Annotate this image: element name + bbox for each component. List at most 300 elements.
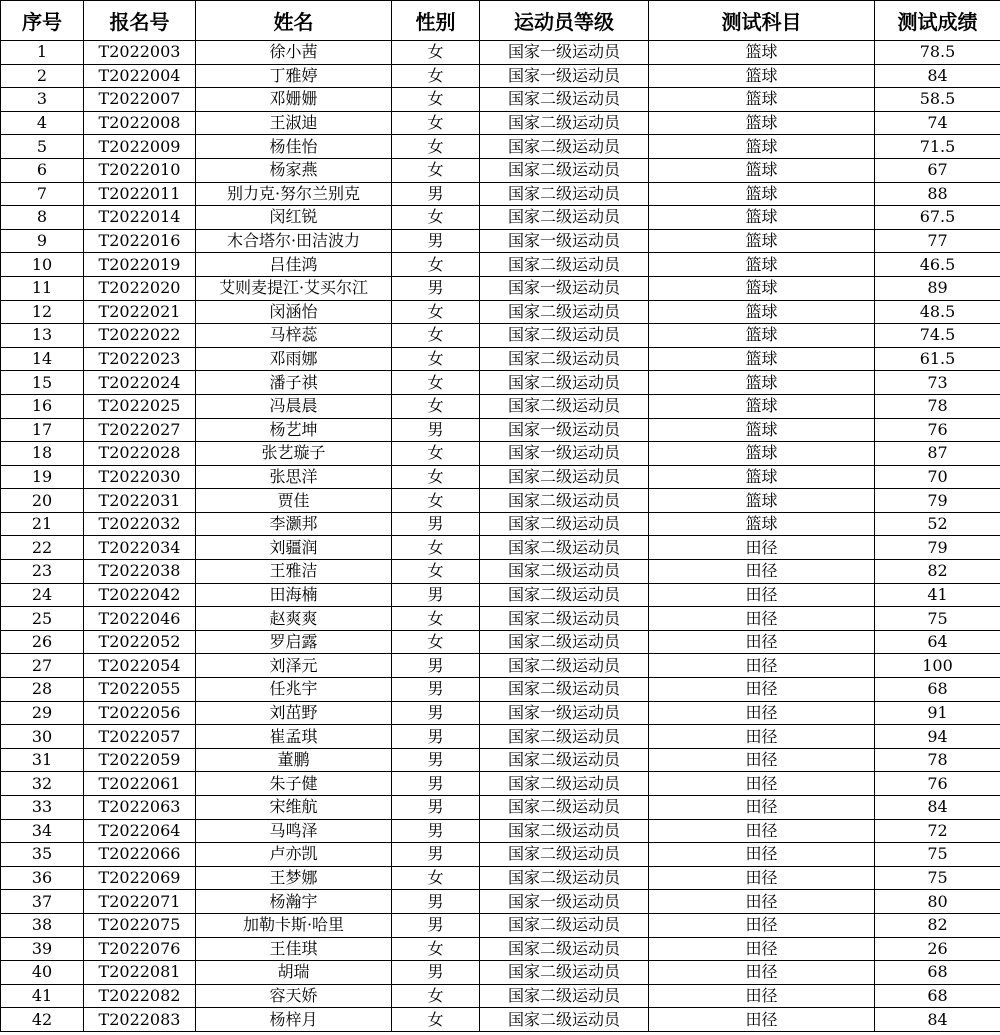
level-cell: 国家二级运动员 <box>480 725 649 749</box>
name-cell: 王佳琪 <box>196 937 392 961</box>
gender-cell: 女 <box>392 536 480 560</box>
score-cell: 68 <box>875 984 1000 1008</box>
table-row <box>1 843 1000 867</box>
reg-no-cell: T2022059 <box>84 748 196 772</box>
score-cell: 76 <box>875 772 1000 796</box>
name-cell: 崔孟琪 <box>196 725 392 749</box>
reg-no-cell: T2022056 <box>84 701 196 725</box>
seq-cell: 20 <box>1 489 84 513</box>
level-cell: 国家一级运动员 <box>480 890 649 914</box>
level-cell: 国家二级运动员 <box>480 937 649 961</box>
subject-cell: 篮球 <box>649 442 875 466</box>
name-cell: 闵红锐 <box>196 206 392 230</box>
subject-cell: 田径 <box>649 748 875 772</box>
table-row <box>1 866 1000 890</box>
reg-no-cell: T2022025 <box>84 394 196 418</box>
subject-cell: 田径 <box>649 819 875 843</box>
seq-cell: 22 <box>1 536 84 560</box>
name-cell: 赵爽爽 <box>196 607 392 631</box>
reg-no-cell: T2022020 <box>84 276 196 300</box>
name-cell: 丁雅婷 <box>196 64 392 88</box>
table-row <box>1 890 1000 914</box>
reg-no-cell: T2022016 <box>84 229 196 253</box>
gender-cell: 女 <box>392 64 480 88</box>
reg-no-cell: T2022063 <box>84 796 196 820</box>
score-cell: 61.5 <box>875 347 1000 371</box>
level-cell: 国家二级运动员 <box>480 206 649 230</box>
score-cell: 46.5 <box>875 253 1000 277</box>
name-cell: 潘子祺 <box>196 371 392 395</box>
seq-cell: 32 <box>1 772 84 796</box>
level-cell: 国家一级运动员 <box>480 701 649 725</box>
name-cell: 田海楠 <box>196 583 392 607</box>
seq-cell: 1 <box>1 41 84 65</box>
table-row <box>1 961 1000 985</box>
level-cell: 国家二级运动员 <box>480 607 649 631</box>
name-cell: 王淑迪 <box>196 111 392 135</box>
score-cell: 70 <box>875 465 1000 489</box>
score-cell: 91 <box>875 701 1000 725</box>
score-cell: 75 <box>875 843 1000 867</box>
level-cell: 国家二级运动员 <box>480 630 649 654</box>
subject-cell: 篮球 <box>649 418 875 442</box>
subject-cell: 田径 <box>649 630 875 654</box>
seq-cell: 2 <box>1 64 84 88</box>
seq-cell: 25 <box>1 607 84 631</box>
gender-cell: 女 <box>392 347 480 371</box>
score-cell: 82 <box>875 560 1000 584</box>
level-cell: 国家二级运动员 <box>480 253 649 277</box>
table-row <box>1 772 1000 796</box>
reg-no-cell: T2022052 <box>84 630 196 654</box>
gender-cell: 男 <box>392 725 480 749</box>
seq-cell: 26 <box>1 630 84 654</box>
gender-cell: 女 <box>392 300 480 324</box>
reg-no-cell: T2022024 <box>84 371 196 395</box>
gender-cell: 女 <box>392 630 480 654</box>
table-row <box>1 135 1000 159</box>
name-cell: 张思洋 <box>196 465 392 489</box>
reg-no-cell: T2022082 <box>84 984 196 1008</box>
gender-cell: 女 <box>392 607 480 631</box>
subject-cell: 田径 <box>649 961 875 985</box>
subject-cell: 田径 <box>649 937 875 961</box>
gender-cell: 女 <box>392 394 480 418</box>
gender-cell: 男 <box>392 701 480 725</box>
table-row <box>1 819 1000 843</box>
reg-no-cell: T2022042 <box>84 583 196 607</box>
gender-cell: 女 <box>392 253 480 277</box>
gender-cell: 男 <box>392 276 480 300</box>
seq-cell: 4 <box>1 111 84 135</box>
table-row <box>1 41 1000 65</box>
col-name-header: 姓名 <box>196 1 392 41</box>
subject-cell: 田径 <box>649 866 875 890</box>
table-row <box>1 276 1000 300</box>
level-cell: 国家二级运动员 <box>480 819 649 843</box>
subject-cell: 篮球 <box>649 64 875 88</box>
name-cell: 刘疆润 <box>196 536 392 560</box>
subject-cell: 篮球 <box>649 512 875 536</box>
subject-cell: 田径 <box>649 890 875 914</box>
reg-no-cell: T2022055 <box>84 678 196 702</box>
name-cell: 张艺璇子 <box>196 442 392 466</box>
score-cell: 77 <box>875 229 1000 253</box>
name-cell: 卢亦凯 <box>196 843 392 867</box>
seq-cell: 9 <box>1 229 84 253</box>
table-row <box>1 64 1000 88</box>
table-row <box>1 206 1000 230</box>
table-row <box>1 489 1000 513</box>
subject-cell: 篮球 <box>649 371 875 395</box>
name-cell: 艾则麦提江·艾买尔江 <box>196 276 392 300</box>
table-row <box>1 1008 1000 1032</box>
reg-no-cell: T2022022 <box>84 324 196 348</box>
level-cell: 国家二级运动员 <box>480 489 649 513</box>
table-row <box>1 418 1000 442</box>
name-cell: 马梓蕊 <box>196 324 392 348</box>
score-cell: 79 <box>875 489 1000 513</box>
seq-cell: 17 <box>1 418 84 442</box>
table-row <box>1 748 1000 772</box>
name-cell: 杨梓月 <box>196 1008 392 1032</box>
seq-cell: 16 <box>1 394 84 418</box>
name-cell: 杨艺坤 <box>196 418 392 442</box>
name-cell: 杨佳怡 <box>196 135 392 159</box>
level-cell: 国家二级运动员 <box>480 111 649 135</box>
name-cell: 王雅洁 <box>196 560 392 584</box>
subject-cell: 篮球 <box>649 394 875 418</box>
name-cell: 刘泽元 <box>196 654 392 678</box>
subject-cell: 篮球 <box>649 158 875 182</box>
seq-cell: 36 <box>1 866 84 890</box>
table-row <box>1 347 1000 371</box>
name-cell: 吕佳鸿 <box>196 253 392 277</box>
subject-cell: 篮球 <box>649 324 875 348</box>
gender-cell: 男 <box>392 890 480 914</box>
score-cell: 84 <box>875 1008 1000 1032</box>
score-cell: 67 <box>875 158 1000 182</box>
score-cell: 88 <box>875 182 1000 206</box>
col-reg-no-header: 报名号 <box>84 1 196 41</box>
name-cell: 胡瑞 <box>196 961 392 985</box>
subject-cell: 田径 <box>649 772 875 796</box>
reg-no-cell: T2022057 <box>84 725 196 749</box>
table-row <box>1 701 1000 725</box>
level-cell: 国家二级运动员 <box>480 560 649 584</box>
level-cell: 国家二级运动员 <box>480 158 649 182</box>
level-cell: 国家二级运动员 <box>480 654 649 678</box>
gender-cell: 男 <box>392 654 480 678</box>
score-cell: 78.5 <box>875 41 1000 65</box>
gender-cell: 女 <box>392 937 480 961</box>
score-cell: 89 <box>875 276 1000 300</box>
reg-no-cell: T2022004 <box>84 64 196 88</box>
table-row <box>1 725 1000 749</box>
score-cell: 82 <box>875 913 1000 937</box>
table-body <box>1 41 1000 1032</box>
level-cell: 国家二级运动员 <box>480 371 649 395</box>
table-row <box>1 88 1000 112</box>
score-cell: 74.5 <box>875 324 1000 348</box>
reg-no-cell: T2022030 <box>84 465 196 489</box>
level-cell: 国家二级运动员 <box>480 512 649 536</box>
name-cell: 闵涵怡 <box>196 300 392 324</box>
reg-no-cell: T2022081 <box>84 961 196 985</box>
reg-no-cell: T2022032 <box>84 512 196 536</box>
level-cell: 国家一级运动员 <box>480 418 649 442</box>
score-cell: 48.5 <box>875 300 1000 324</box>
score-cell: 68 <box>875 961 1000 985</box>
table-row <box>1 229 1000 253</box>
seq-cell: 8 <box>1 206 84 230</box>
col-subject-header: 测试科目 <box>649 1 875 41</box>
level-cell: 国家二级运动员 <box>480 913 649 937</box>
subject-cell: 篮球 <box>649 229 875 253</box>
table-row <box>1 560 1000 584</box>
table-row <box>1 158 1000 182</box>
name-cell: 杨家燕 <box>196 158 392 182</box>
score-cell: 58.5 <box>875 88 1000 112</box>
gender-cell: 女 <box>392 324 480 348</box>
seq-cell: 13 <box>1 324 84 348</box>
score-cell: 41 <box>875 583 1000 607</box>
seq-cell: 31 <box>1 748 84 772</box>
subject-cell: 田径 <box>649 1008 875 1032</box>
seq-cell: 19 <box>1 465 84 489</box>
reg-no-cell: T2022061 <box>84 772 196 796</box>
subject-cell: 篮球 <box>649 276 875 300</box>
gender-cell: 男 <box>392 418 480 442</box>
score-cell: 26 <box>875 937 1000 961</box>
seq-cell: 27 <box>1 654 84 678</box>
table-row <box>1 512 1000 536</box>
reg-no-cell: T2022083 <box>84 1008 196 1032</box>
gender-cell: 男 <box>392 229 480 253</box>
level-cell: 国家二级运动员 <box>480 300 649 324</box>
reg-no-cell: T2022031 <box>84 489 196 513</box>
table-header <box>1 1 1000 41</box>
table-row <box>1 111 1000 135</box>
level-cell: 国家二级运动员 <box>480 182 649 206</box>
table-row <box>1 913 1000 937</box>
score-cell: 78 <box>875 394 1000 418</box>
name-cell: 任兆宇 <box>196 678 392 702</box>
subject-cell: 篮球 <box>649 253 875 277</box>
subject-cell: 田径 <box>649 678 875 702</box>
level-cell: 国家二级运动员 <box>480 961 649 985</box>
score-cell: 79 <box>875 536 1000 560</box>
subject-cell: 田径 <box>649 701 875 725</box>
score-cell: 84 <box>875 796 1000 820</box>
score-cell: 71.5 <box>875 135 1000 159</box>
name-cell: 罗启露 <box>196 630 392 654</box>
subject-cell: 田径 <box>649 913 875 937</box>
score-cell: 64 <box>875 630 1000 654</box>
gender-cell: 女 <box>392 866 480 890</box>
header-row <box>1 1 1000 41</box>
gender-cell: 男 <box>392 678 480 702</box>
gender-cell: 男 <box>392 512 480 536</box>
name-cell: 朱子健 <box>196 772 392 796</box>
reg-no-cell: T2022008 <box>84 111 196 135</box>
level-cell: 国家二级运动员 <box>480 984 649 1008</box>
seq-cell: 35 <box>1 843 84 867</box>
score-cell: 94 <box>875 725 1000 749</box>
subject-cell: 篮球 <box>649 111 875 135</box>
col-level-header: 运动员等级 <box>480 1 649 41</box>
seq-cell: 34 <box>1 819 84 843</box>
gender-cell: 女 <box>392 206 480 230</box>
subject-cell: 田径 <box>649 725 875 749</box>
score-cell: 80 <box>875 890 1000 914</box>
reg-no-cell: T2022054 <box>84 654 196 678</box>
gender-cell: 女 <box>392 489 480 513</box>
score-cell: 74 <box>875 111 1000 135</box>
seq-cell: 15 <box>1 371 84 395</box>
seq-cell: 5 <box>1 135 84 159</box>
name-cell: 邓姗姗 <box>196 88 392 112</box>
table-row <box>1 678 1000 702</box>
score-cell: 72 <box>875 819 1000 843</box>
level-cell: 国家二级运动员 <box>480 772 649 796</box>
seq-cell: 38 <box>1 913 84 937</box>
table-row <box>1 394 1000 418</box>
gender-cell: 男 <box>392 772 480 796</box>
name-cell: 刘茁野 <box>196 701 392 725</box>
seq-cell: 41 <box>1 984 84 1008</box>
seq-cell: 23 <box>1 560 84 584</box>
seq-cell: 10 <box>1 253 84 277</box>
level-cell: 国家二级运动员 <box>480 583 649 607</box>
score-cell: 84 <box>875 64 1000 88</box>
seq-cell: 3 <box>1 88 84 112</box>
seq-cell: 42 <box>1 1008 84 1032</box>
subject-cell: 田径 <box>649 560 875 584</box>
seq-cell: 39 <box>1 937 84 961</box>
reg-no-cell: T2022021 <box>84 300 196 324</box>
level-cell: 国家二级运动员 <box>480 866 649 890</box>
subject-cell: 篮球 <box>649 465 875 489</box>
score-cell: 75 <box>875 866 1000 890</box>
table-row <box>1 607 1000 631</box>
reg-no-cell: T2022023 <box>84 347 196 371</box>
gender-cell: 男 <box>392 583 480 607</box>
reg-no-cell: T2022034 <box>84 536 196 560</box>
seq-cell: 18 <box>1 442 84 466</box>
score-cell: 76 <box>875 418 1000 442</box>
seq-cell: 7 <box>1 182 84 206</box>
level-cell: 国家二级运动员 <box>480 678 649 702</box>
gender-cell: 女 <box>392 442 480 466</box>
seq-cell: 6 <box>1 158 84 182</box>
level-cell: 国家二级运动员 <box>480 324 649 348</box>
level-cell: 国家二级运动员 <box>480 536 649 560</box>
reg-no-cell: T2022007 <box>84 88 196 112</box>
gender-cell: 男 <box>392 913 480 937</box>
level-cell: 国家二级运动员 <box>480 843 649 867</box>
reg-no-cell: T2022003 <box>84 41 196 65</box>
name-cell: 马鸣泽 <box>196 819 392 843</box>
seq-cell: 30 <box>1 725 84 749</box>
seq-cell: 14 <box>1 347 84 371</box>
seq-cell: 12 <box>1 300 84 324</box>
reg-no-cell: T2022038 <box>84 560 196 584</box>
col-seq-header: 序号 <box>1 1 84 41</box>
seq-cell: 33 <box>1 796 84 820</box>
table-row <box>1 654 1000 678</box>
seq-cell: 24 <box>1 583 84 607</box>
level-cell: 国家一级运动员 <box>480 442 649 466</box>
seq-cell: 11 <box>1 276 84 300</box>
level-cell: 国家一级运动员 <box>480 64 649 88</box>
gender-cell: 男 <box>392 182 480 206</box>
level-cell: 国家二级运动员 <box>480 748 649 772</box>
level-cell: 国家二级运动员 <box>480 394 649 418</box>
subject-cell: 田径 <box>649 796 875 820</box>
subject-cell: 篮球 <box>649 135 875 159</box>
reg-no-cell: T2022014 <box>84 206 196 230</box>
score-cell: 87 <box>875 442 1000 466</box>
score-cell: 67.5 <box>875 206 1000 230</box>
table-row <box>1 442 1000 466</box>
level-cell: 国家一级运动员 <box>480 229 649 253</box>
col-score-header: 测试成绩 <box>875 1 1000 41</box>
subject-cell: 篮球 <box>649 41 875 65</box>
level-cell: 国家二级运动员 <box>480 88 649 112</box>
gender-cell: 男 <box>392 748 480 772</box>
gender-cell: 男 <box>392 796 480 820</box>
reg-no-cell: T2022011 <box>84 182 196 206</box>
col-gender-header: 性别 <box>392 1 480 41</box>
reg-no-cell: T2022019 <box>84 253 196 277</box>
table-row <box>1 583 1000 607</box>
reg-no-cell: T2022046 <box>84 607 196 631</box>
table-row <box>1 796 1000 820</box>
name-cell: 别力克·努尔兰别克 <box>196 182 392 206</box>
reg-no-cell: T2022071 <box>84 890 196 914</box>
subject-cell: 田径 <box>649 583 875 607</box>
reg-no-cell: T2022010 <box>84 158 196 182</box>
table-row <box>1 324 1000 348</box>
name-cell: 容天娇 <box>196 984 392 1008</box>
name-cell: 李灏邦 <box>196 512 392 536</box>
subject-cell: 田径 <box>649 984 875 1008</box>
gender-cell: 女 <box>392 465 480 489</box>
level-cell: 国家二级运动员 <box>480 1008 649 1032</box>
table-row <box>1 253 1000 277</box>
gender-cell: 女 <box>392 158 480 182</box>
subject-cell: 篮球 <box>649 347 875 371</box>
table-row <box>1 984 1000 1008</box>
table-row <box>1 937 1000 961</box>
reg-no-cell: T2022028 <box>84 442 196 466</box>
reg-no-cell: T2022009 <box>84 135 196 159</box>
seq-cell: 28 <box>1 678 84 702</box>
name-cell: 加勒卡斯·哈里 <box>196 913 392 937</box>
name-cell: 杨瀚宇 <box>196 890 392 914</box>
gender-cell: 男 <box>392 819 480 843</box>
score-cell: 78 <box>875 748 1000 772</box>
gender-cell: 男 <box>392 961 480 985</box>
subject-cell: 篮球 <box>649 182 875 206</box>
score-cell: 73 <box>875 371 1000 395</box>
subject-cell: 篮球 <box>649 300 875 324</box>
level-cell: 国家二级运动员 <box>480 465 649 489</box>
name-cell: 徐小茜 <box>196 41 392 65</box>
reg-no-cell: T2022069 <box>84 866 196 890</box>
reg-no-cell: T2022064 <box>84 819 196 843</box>
